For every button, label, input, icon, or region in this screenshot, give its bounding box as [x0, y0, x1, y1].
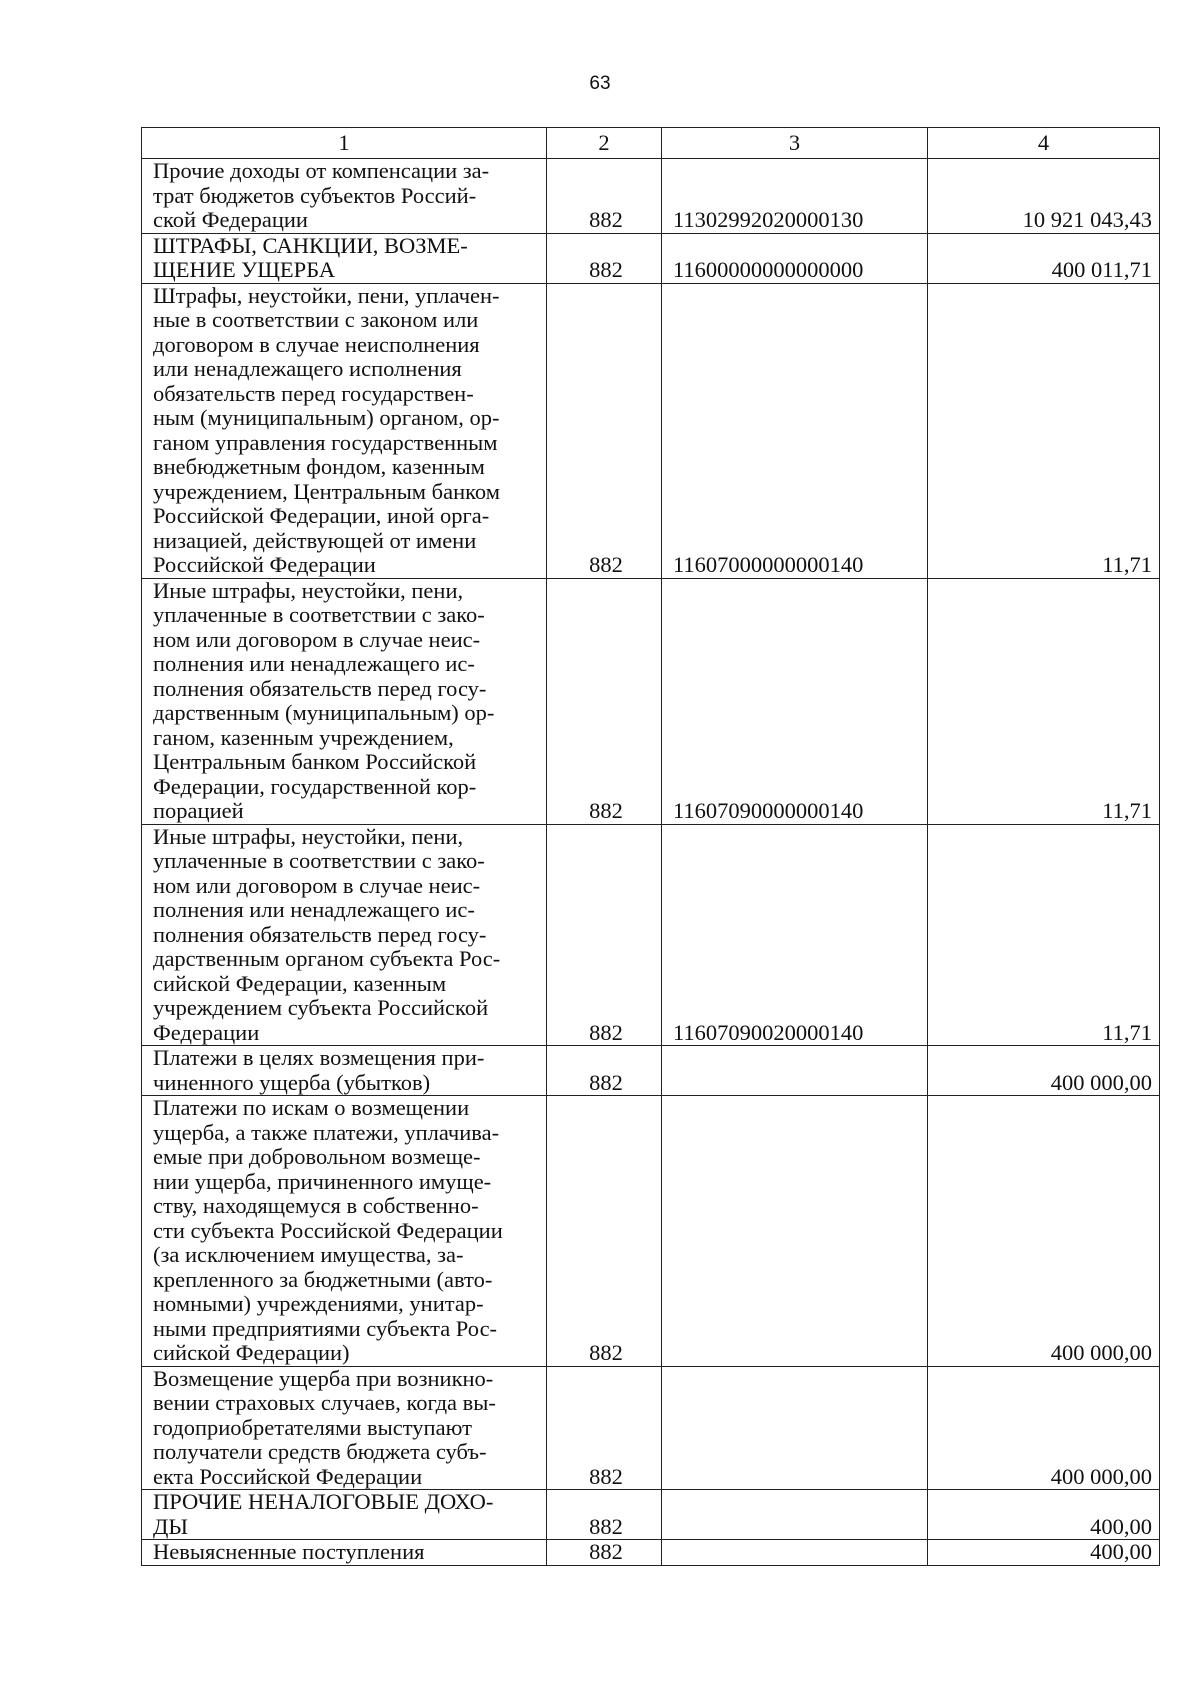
- table-row: [142, 1540, 1160, 1566]
- table-row: [142, 578, 1160, 824]
- revenue-name-cell: Невыясненные поступления: [142, 1540, 547, 1566]
- table-row: [142, 824, 1160, 1046]
- classification-code-cell: [662, 1540, 928, 1566]
- admin-code-cell: 882: [547, 1046, 662, 1096]
- admin-code-cell: 882: [547, 578, 662, 824]
- admin-code-cell: 882: [547, 1366, 662, 1490]
- table-row: [142, 283, 1160, 578]
- amount-cell: 400 000,00: [928, 1366, 1160, 1490]
- admin-code-cell: 882: [547, 1096, 662, 1367]
- classification-code-cell: 11607000000000140: [662, 283, 928, 578]
- admin-code-cell: 882: [547, 824, 662, 1046]
- amount-cell: 11,71: [928, 824, 1160, 1046]
- admin-code-cell: 882: [547, 283, 662, 578]
- admin-code-cell: 882: [547, 1490, 662, 1540]
- revenue-name-cell: ШТРАФЫ, САНКЦИИ, ВОЗМЕ- ЩЕНИЕ УЩЕРБА: [142, 233, 547, 283]
- revenue-name-cell: Возмещение ущерба при возникно- вении страховых случаев, когда вы- годоприобретателями выступают получатели средств бюджета субъ- екта Российской Федерации: [142, 1366, 547, 1490]
- classification-code-cell: 11600000000000000: [662, 233, 928, 283]
- classification-code-cell: 11607090020000140: [662, 824, 928, 1046]
- classification-code-cell: [662, 1366, 928, 1490]
- column-header-3: 3: [662, 128, 928, 159]
- amount-cell: 400,00: [928, 1490, 1160, 1540]
- classification-code-cell: 11302992020000130: [662, 159, 928, 234]
- header-row: [142, 128, 1160, 159]
- revenue-name-cell: Иные штрафы, неустойки, пени, уплаченные в соответствии с зако- ном или договором в случае неис- полнения или ненадлежащего ис- полнения обязательств перед госу- дарственным органом субъекта Рос- сийской Федерации, казенным учреждением субъекта Российской Федерации: [142, 824, 547, 1046]
- amount-cell: 11,71: [928, 283, 1160, 578]
- table-row: [142, 159, 1160, 234]
- classification-code-cell: [662, 1490, 928, 1540]
- amount-cell: 400 000,00: [928, 1096, 1160, 1367]
- amount-cell: 10 921 043,43: [928, 159, 1160, 234]
- column-header-2: 2: [547, 128, 662, 159]
- classification-code-cell: 11607090000000140: [662, 578, 928, 824]
- table-row: [142, 233, 1160, 283]
- table-row: [142, 1096, 1160, 1367]
- admin-code-cell: 882: [547, 1540, 662, 1566]
- column-header-4: 4: [928, 128, 1160, 159]
- revenue-name-cell: Платежи по искам о возмещении ущерба, а также платежи, уплачива- емые при добровольном возмеще- нии ущерба, причиненного имуще- ству, находящемуся в собственно- сти субъекта Российской Федерации (за исключением имущества, за- крепленного за бюджетными (авто- номными) учреждениями, унитар- ными предприятиями субъекта Рос- сийской Федерации): [142, 1096, 547, 1367]
- table-row: [142, 1366, 1160, 1490]
- classification-code-cell: [662, 1096, 928, 1367]
- table-row: [142, 1490, 1160, 1540]
- amount-cell: 400 011,71: [928, 233, 1160, 283]
- admin-code-cell: 882: [547, 233, 662, 283]
- classification-code-cell: [662, 1046, 928, 1096]
- revenue-name-cell: Прочие доходы от компенсации за- трат бюджетов субъектов Россий- ской Федерации: [142, 159, 547, 234]
- amount-cell: 400 000,00: [928, 1046, 1160, 1096]
- revenue-name-cell: Иные штрафы, неустойки, пени, уплаченные в соответствии с зако- ном или договором в случае неис- полнения или ненадлежащего ис- полнения обязательств перед госу- дарственным (муниципальным) ор- ганом, казенным учреждением, Центральным банком Российской Федерации, государственной кор- порацией: [142, 578, 547, 824]
- amount-cell: 400,00: [928, 1540, 1160, 1566]
- admin-code-cell: 882: [547, 159, 662, 234]
- amount-cell: 11,71: [928, 578, 1160, 824]
- budget-revenue-table: [141, 127, 1160, 1566]
- table-row: [142, 1046, 1160, 1096]
- revenue-name-cell: Штрафы, неустойки, пени, уплачен- ные в соответствии с законом или договором в случае неисполнения или ненадлежащего исполнения обязательств перед государствен- ным (муниципальным) органом, ор- ганом управления государственным внебюджетным фондом, казенным учреждением, Центральным банком Российской Федерации, иной орга- низацией, действующей от имени Российской Федерации: [142, 283, 547, 578]
- page-number: 63: [589, 73, 611, 94]
- column-header-1: 1: [142, 128, 547, 159]
- revenue-name-cell: ПРОЧИЕ НЕНАЛОГОВЫЕ ДОХО- ДЫ: [142, 1490, 547, 1540]
- revenue-name-cell: Платежи в целях возмещения при- чиненного ущерба (убытков): [142, 1046, 547, 1096]
